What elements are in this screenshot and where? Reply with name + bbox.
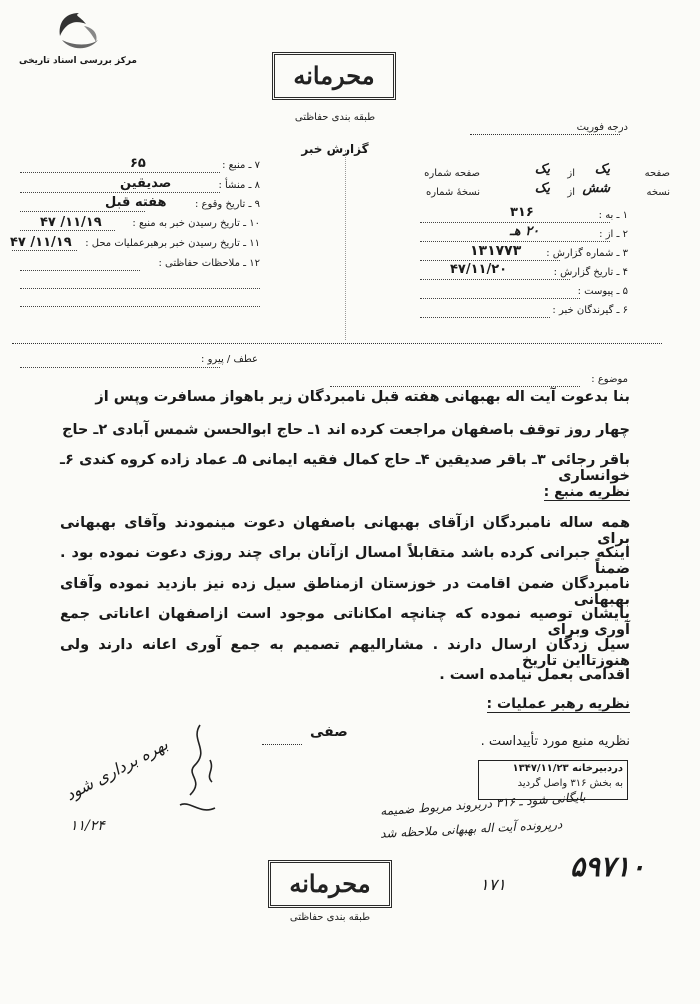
page-of-label: از (567, 168, 575, 179)
classification-label-top: طبقه بندی حفاظتی (294, 112, 376, 123)
right-field-label: ۵ ـ پیوست : (577, 286, 628, 297)
right-field-label: ۱ ـ به : (598, 210, 628, 221)
page-number-label: صفحه شماره (424, 168, 480, 179)
left-field-label: ۸ ـ منشأ : (218, 180, 260, 191)
right-field-line (420, 222, 610, 223)
reference-line (20, 367, 220, 368)
source-opinion-line: اقدامی بعمل نیامده است . (439, 667, 630, 683)
right-field-value: ۱۳۱۷۷۳ (470, 243, 522, 259)
report-title: گزارش خبر (301, 142, 369, 156)
priority-label: درجه فوریت (576, 122, 628, 133)
source-opinion-line: سیل زدگان ارسال دارند . مشارالیهم تصمیم به جمع آوری اعانه دارند ولی هنوزتااین تاریخ (60, 637, 630, 669)
receipt-stamp-line: دردبیرخانه ۱۳۴۷/۱۱/۲۳ (512, 763, 623, 774)
right-field-label: ۶ ـ گیرندگان خبر : (552, 305, 628, 316)
priority-dots (470, 134, 620, 135)
leader-name: صفی (310, 724, 348, 740)
leader-opinion-label: نظریه رهبر عملیات : (486, 696, 630, 712)
right-field-line (420, 260, 560, 261)
left-field-line (20, 230, 115, 231)
leader-opinion-text: نظریه منبع مورد تأییداست . (480, 734, 630, 749)
right-field-label: ۳ ـ شماره گزارش : (546, 248, 628, 259)
handwritten-doc-number: ۵۹۷۱۰ (570, 850, 646, 883)
source-opinion-line: بایشان توصیه نموده که چنانچه امکاناتی موجود است ازاصفهان اعاناتی جمع آوری وبرای (60, 606, 630, 638)
left-field-label: ۹ ـ تاریخ وقوع : (194, 199, 260, 210)
leader-signature-line (262, 744, 302, 745)
copy-number-label: نسخهٔ شماره (426, 187, 480, 198)
archive-logo-caption: مرکز بررسی اسناد تاریخی (18, 56, 138, 66)
handwritten-note-line: درپرونده آیت اله بهبهانی ملاحظه شد (379, 817, 563, 841)
left-field-line (20, 192, 220, 193)
confidential-stamp-bottom: محرمانه (268, 860, 392, 908)
right-field-line (420, 241, 610, 242)
right-field-line (420, 317, 550, 318)
page-number-value: یک (534, 162, 550, 177)
archive-logo (18, 10, 138, 70)
right-field-line (420, 279, 570, 280)
archive-logo-icon (54, 10, 104, 54)
left-field-value: ۶۵ (130, 156, 146, 171)
classification-label-bottom: طبقه بندی حفاظتی (289, 912, 371, 923)
right-field-value: ۴۷/۱۱/۲۰ (450, 262, 508, 277)
left-field-line (20, 172, 220, 173)
handwritten-note-line: بایگانی شود ـ ۳۱۶ دربروند مربوط ضمیمه (379, 789, 586, 819)
left-field-label: ۱۲ ـ ملاحظات حفاظتی : (158, 258, 260, 269)
page-unit-label: صفحه (644, 168, 670, 179)
report-body-line: چهار روز توقف باصفهان مراجعت کرده اند ۱ـ حاج ابوالحسن شمس آبادی ۲ـ حاج (62, 422, 630, 438)
subject-label: موضوع : (591, 374, 628, 385)
left-field-line (12, 250, 77, 251)
right-field-line (420, 298, 580, 299)
report-body-line: باقر رجائی ۳ـ باقر صدیقین ۴ـ حاج کمال فقیه ایمانی ۵ـ عماد زاده کروه کندی ۶ـ خوانساری (60, 452, 631, 484)
copy-unit-label: نسخه (646, 187, 670, 198)
left-field-value: ۱۱/۱۹/ ۴۷ (40, 215, 102, 230)
signature-scribble-icon (160, 720, 230, 820)
handwritten-small-number: ۱۷۱ (480, 875, 506, 894)
right-field-value: ۳۱۶ (510, 205, 534, 220)
left-field-value: هفته قبل (105, 195, 167, 210)
handwritten-margin-date: ۱۱/۲۴ (70, 818, 105, 834)
confidential-stamp-top: محرمانه (272, 52, 396, 100)
header-separator (12, 343, 662, 344)
right-field-value: ۲۰ هـ (510, 224, 540, 239)
right-field-label: ۴ ـ تاریخ گزارش : (553, 267, 628, 278)
left-field-value: ۱۱/۱۹/ ۴۷ (10, 235, 72, 250)
handwritten-signature (160, 720, 230, 820)
report-body-line: بنا بدعوت آیت اله بهبهانی هفته قبل نامبردگان زیر باهواز مسافرت وپس از (95, 389, 630, 405)
vertical-divider (345, 150, 346, 340)
source-opinion-line: همه ساله نامبردگان ازآقای بهبهانی باصفهان دعوت مینمودند وآقای بهبهانی برای (60, 515, 630, 547)
copy-of-label: از (567, 187, 575, 198)
source-opinion-label: نظریه منبع : (543, 484, 630, 500)
right-field-label: ۲ ـ از : (599, 229, 628, 240)
left-field-line (20, 288, 260, 289)
subject-line (330, 386, 580, 387)
copy-number-value: یک (534, 181, 550, 196)
left-field-label: ۱۱ ـ تاریخ رسیدن خبر برهبرعملیات محل : (85, 238, 260, 249)
left-field-line (20, 306, 260, 307)
receipt-stamp-line: به بخش ۳۱۶ واصل گردید (517, 778, 623, 789)
source-opinion-line: نامبردگان ضمن اقامت در خوزستان ازمناطق سیل زده نیز بازدید نموده وآقای بهبهانی (60, 576, 630, 608)
left-field-line (20, 270, 140, 271)
page-total-value: یک (594, 162, 610, 177)
copy-total-value: شش (582, 181, 610, 196)
left-field-label: ۱۰ ـ تاریخ رسیدن خبر به منبع : (132, 218, 260, 229)
left-field-label: ۷ ـ منبع : (222, 160, 260, 171)
left-field-line (20, 211, 145, 212)
handwritten-margin-initials: بهره برداری شود (62, 734, 171, 805)
left-field-value: صدیقین (120, 176, 172, 191)
reference-label: عطف / پیرو : (201, 354, 258, 365)
source-opinion-line: اینکه جبرانی کرده باشد متقابلاً امسال ازآنان برای چند روزی دعوت نموده بود . ضمناً (60, 545, 630, 577)
